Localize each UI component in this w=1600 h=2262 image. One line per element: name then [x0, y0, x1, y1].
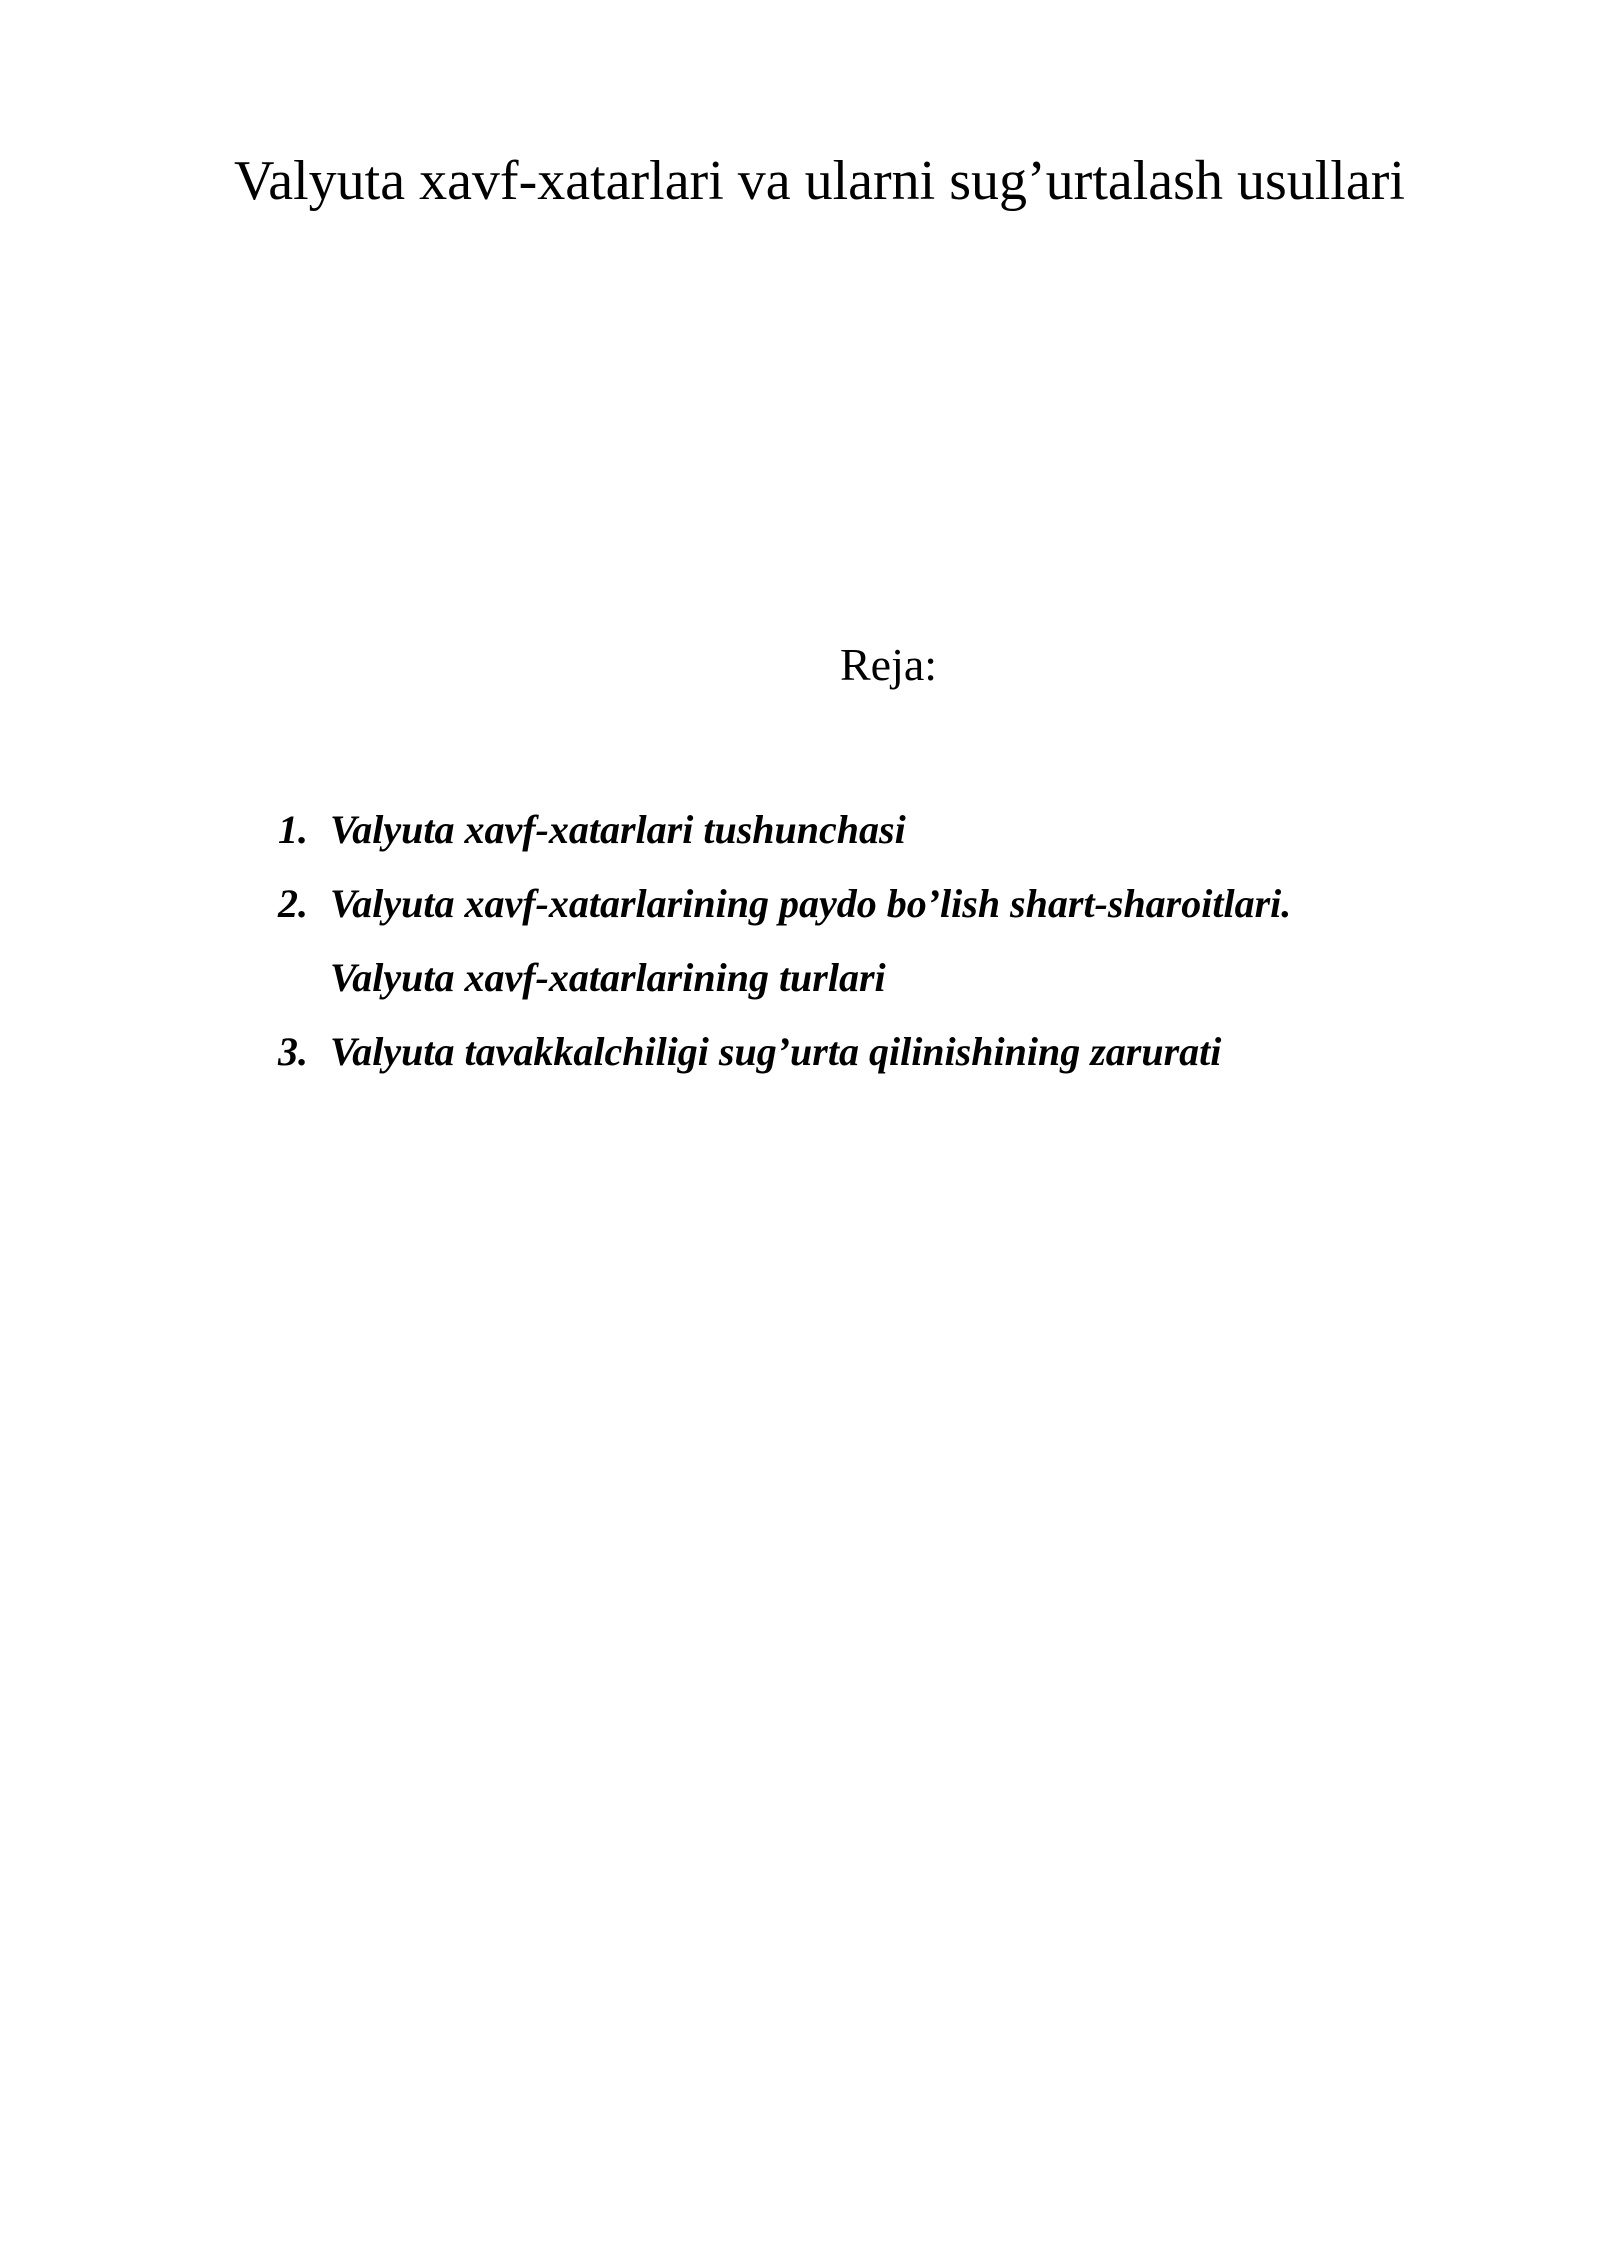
plan-item-number: 2. [278, 881, 308, 926]
plan-item-number: 3. [278, 1029, 308, 1074]
plan-item-line: Valyuta xavf-xatarlarining paydo bo’lish shart-sharoitlari. [330, 881, 1292, 926]
plan-item-text [330, 867, 1291, 1015]
plan-list [278, 793, 1291, 1089]
plan-heading: Reja: [840, 639, 938, 690]
plan-item-line-continuation: Valyuta xavf-xatarlarining turlari [330, 955, 886, 1000]
plan-item-text [330, 1015, 1221, 1089]
plan-item-3 [278, 1015, 1291, 1089]
plan-item-line: Valyuta tavakkalchiligi sug’urta qilinishining zarurati [330, 1029, 1222, 1074]
plan-item-2 [278, 867, 1291, 1015]
plan-item-text [330, 793, 906, 867]
plan-item-line: Valyuta xavf-xatarlari tushunchasi [330, 807, 906, 852]
plan-item-1 [278, 793, 1291, 867]
plan-item-number: 1. [278, 807, 308, 852]
document-title: Valyuta xavf-xatarlari va ularni sug’urtalash usullari [234, 150, 1405, 212]
